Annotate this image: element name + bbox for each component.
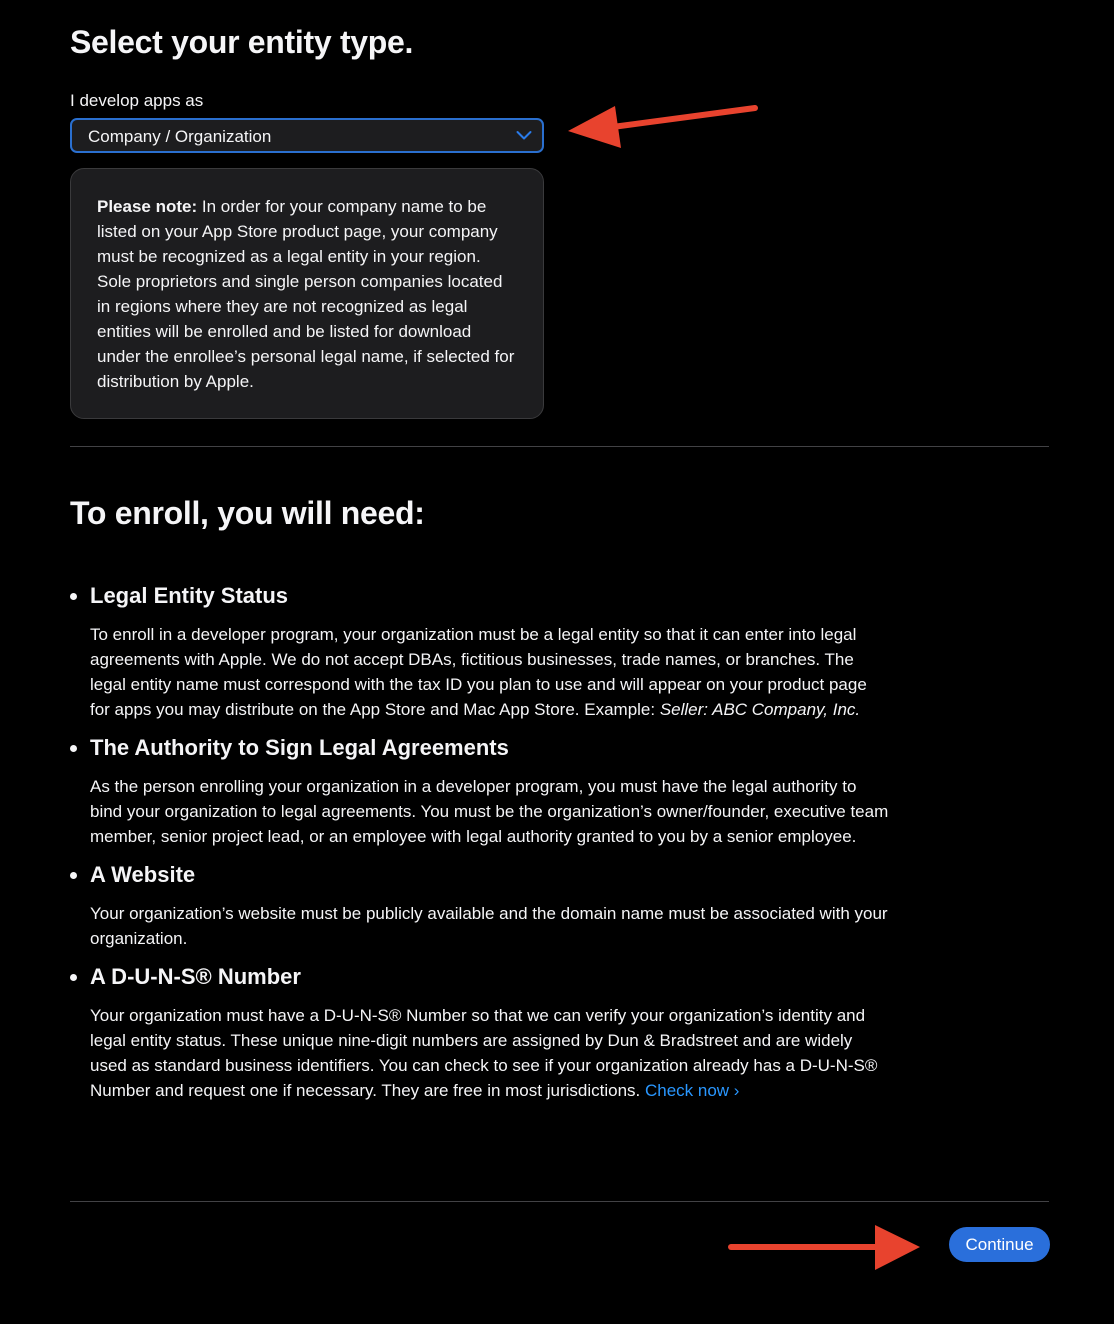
- red-arrow-icon: [565, 100, 760, 155]
- requirement-title: A Website: [90, 862, 196, 887]
- requirement-desc: [90, 1003, 890, 1103]
- requirement-desc-text: Your organization must have a D-U-N-S® Number so that we can verify your organization’s identity and legal entity status. These unique nine-digit numbers are assigned by Dun & Bradstreet and are widely used as standard business identifiers. You can check to see if your organization already has a D-U-N-S® Number and request one if necessary. They are free in most jurisdictions.: [90, 1006, 878, 1100]
- note-text: In order for your company name to be listed on your App Store product page, your company must be recognized as a legal entity in your region. Sole proprietors and single person companies located in regions where they are not recognized as legal entities will be enrolled and be listed for download under the enrollee’s personal legal name, if selected for distribution by Apple.: [97, 197, 515, 391]
- chevron-down-icon: [516, 129, 532, 141]
- page-title: Select your entity type.: [70, 24, 414, 60]
- list-item: [70, 859, 890, 951]
- requirement-title: A D-U-N-S® Number: [90, 964, 301, 989]
- section-divider-bottom: [70, 1201, 1049, 1202]
- red-arrow-icon: [725, 1222, 925, 1272]
- check-now-link[interactable]: Check now ›: [644, 1081, 740, 1100]
- requirement-desc: [90, 622, 890, 722]
- continue-button[interactable]: Continue: [949, 1227, 1050, 1262]
- entity-type-selected-value: Company / Organization: [88, 127, 272, 146]
- requirement-desc: Your organization’s website must be publicly available and the domain name must be associated with your organization.: [90, 904, 888, 948]
- list-item: [70, 580, 890, 722]
- requirement-title: The Authority to Sign Legal Agreements: [90, 735, 509, 760]
- section-divider-top: [70, 446, 1049, 447]
- bullet-icon: [70, 593, 77, 600]
- requirement-desc-text: To enroll in a developer program, your organization must be a legal entity so that it can enter into legal agreements with Apple. We do not accept DBAs, fictitious businesses, trade names, or branches. The legal entity name must correspond with the tax ID you plan to use and will appear on your product page for apps you may distribute on the App Store and Mac App Store. Example:: [90, 625, 867, 719]
- bullet-icon: [70, 872, 77, 879]
- please-note-box: [70, 168, 544, 419]
- entity-type-label: I develop apps as: [70, 91, 204, 110]
- note-lead: Please note:: [97, 197, 198, 216]
- bullet-icon: [70, 745, 77, 752]
- list-item: [70, 961, 890, 1103]
- entity-type-select[interactable]: [70, 118, 544, 153]
- list-item: [70, 732, 890, 849]
- requirements-title: To enroll, you will need:: [70, 495, 425, 531]
- requirement-title: Legal Entity Status: [90, 583, 289, 608]
- bullet-icon: [70, 974, 77, 981]
- requirement-example: Seller: ABC Company, Inc.: [659, 700, 861, 719]
- requirements-list: [70, 580, 890, 1113]
- requirement-desc: As the person enrolling your organization in a developer program, you must have the legal authority to bind your organization to legal agreements. You must be the organization’s owner/founder, executive team member, senior project lead, or an employee with legal authority granted to you by a senior employee.: [90, 777, 889, 846]
